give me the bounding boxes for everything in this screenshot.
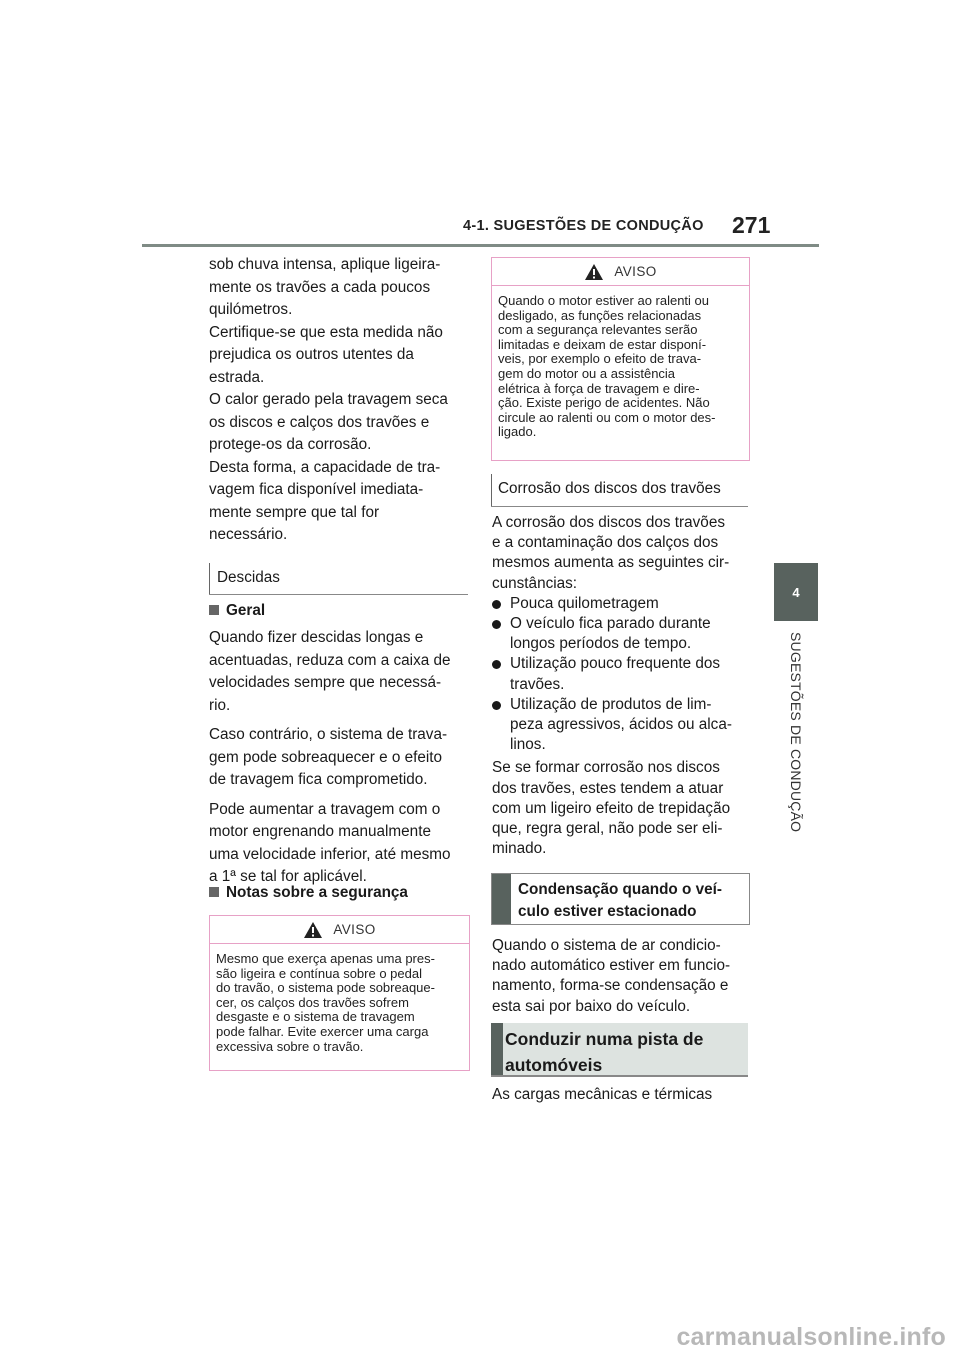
text-line: acentuadas, reduza com a caixa de <box>209 651 451 669</box>
warning-triangle-icon <box>303 921 323 939</box>
text-line: As cargas mecânicas e térmicas <box>492 1086 713 1103</box>
heading-geral-text: Geral <box>226 602 266 619</box>
square-marker-icon <box>209 887 219 897</box>
list-item-text: Utilização de produtos de lim- <box>510 695 712 713</box>
text-line: motor engrenando manualmente <box>209 823 431 840</box>
warning-line: desligado, as funções relacionadas <box>498 307 702 323</box>
heading-line: Conduzir numa pista de <box>505 1029 704 1049</box>
left-intro <box>209 254 471 547</box>
heading-geral <box>209 602 265 620</box>
subhead-underline <box>209 594 468 595</box>
section-title: 4-1. SUGESTÕES DE CONDUÇÃO <box>463 218 704 234</box>
text-line: que, regra geral, não pode ser eli- <box>492 820 723 838</box>
list-item-text: peza agressivos, ácidos ou alca- <box>510 716 732 734</box>
warning-line: gem do motor ou a assistência <box>498 365 676 381</box>
header-rule <box>142 244 819 247</box>
chapter-side-label <box>758 632 834 852</box>
condensation-paragraph <box>492 936 754 1017</box>
text-line: nado automático estiver em funcio- <box>492 957 731 975</box>
heading-notas-text: Notas sobre a segurança <box>226 884 408 901</box>
text-line: O calor gerado pela travagem seca <box>209 391 448 408</box>
heading-line: culo estiver estacionado <box>518 903 697 920</box>
chapter-side-label-text: SUGESTÕES DE CONDUÇÃO <box>788 632 804 833</box>
list-item <box>492 594 754 614</box>
warning-line: excessiva sobre o travão. <box>216 1038 364 1054</box>
warning-header <box>492 258 749 286</box>
heading-line: Condensação quando o veí- <box>518 881 722 898</box>
text-line: a 1ª se tal for aplicável. <box>209 868 367 885</box>
heading-condensacao-text <box>518 879 722 923</box>
text-line: de travagem fica comprometido. <box>209 771 428 788</box>
heading-tab <box>491 1023 503 1075</box>
text-line: minado. <box>492 840 547 858</box>
text-line: prejudica os outros utentes da <box>209 346 414 363</box>
heading-line: automóveis <box>505 1055 603 1075</box>
warning-line: pode falhar. Evite exercer uma carga <box>216 1023 429 1039</box>
warning-line: circule ao ralenti ou com o motor des- <box>498 409 716 425</box>
square-marker-icon <box>209 605 219 615</box>
warning-line: Quando o motor estiver ao ralenti ou <box>498 293 710 308</box>
warning-box-engine <box>491 257 750 461</box>
corrosion-bullet-list <box>492 594 754 756</box>
text-line: mente sempre que tal for <box>209 503 380 521</box>
text-line: gem pode sobreaquecer e o efeito <box>209 748 443 766</box>
text-line: quilómetros. <box>209 301 293 318</box>
heading-tab <box>492 874 511 924</box>
warning-line: são ligeira e contínua sobre o pedal <box>216 965 422 981</box>
list-item <box>492 614 754 654</box>
text-line: uma velocidade inferior, até mesmo <box>209 845 451 863</box>
warning-title: AVISO <box>333 922 376 937</box>
warning-line: elétrica à força de travagem e dire- <box>498 380 700 396</box>
corrosion-intro <box>492 513 754 859</box>
heading-notas-seguranca <box>209 884 408 902</box>
list-item-text: O veículo fica parado durante <box>510 615 711 633</box>
list-item-text: linos. <box>510 736 546 754</box>
text-line: Desta forma, a capacidade de tra- <box>209 458 441 476</box>
text-line: protege-os da corrosão. <box>209 436 372 453</box>
heading-pista-text <box>505 1026 703 1078</box>
subhead-descidas <box>209 563 468 595</box>
text-line: namento, forma-se condensação e <box>492 977 729 995</box>
warning-header <box>210 916 469 944</box>
track-paragraph <box>492 1085 754 1105</box>
watermark <box>0 1323 960 1352</box>
warning-body <box>210 944 469 1054</box>
text-line: os discos e calços dos travões e <box>209 413 430 431</box>
text-line: mesmos aumenta as seguintes cir- <box>492 554 730 572</box>
page-number: 271 <box>732 212 771 238</box>
subhead-corrosao <box>491 474 748 507</box>
text-line: Quando fizer descidas longas e <box>209 629 424 646</box>
text-line: e a contaminação dos calços dos <box>492 534 719 552</box>
text-line: com um ligeiro efeito de trepidação <box>492 799 731 817</box>
warning-box-brake <box>209 915 470 1071</box>
subhead-corrosao-text: Corrosão dos discos dos travões <box>498 480 721 497</box>
list-item <box>492 654 754 694</box>
heading-condensacao <box>491 873 750 925</box>
text-line: velocidades sempre que necessá- <box>209 674 442 691</box>
subhead-bar <box>491 474 492 507</box>
subhead-descidas-text: Descidas <box>217 569 280 586</box>
warning-line: ligado. <box>498 424 537 440</box>
warning-body <box>492 286 749 440</box>
subhead-underline <box>491 506 748 507</box>
warning-line: Mesmo que exerça apenas uma pres- <box>216 951 435 966</box>
warning-line: com a segurança relevantes serão <box>498 322 698 338</box>
warning-line: ção. Existe perigo de acidentes. Não <box>498 395 710 411</box>
heading-pista <box>491 1023 748 1077</box>
text-line: rio. <box>209 696 231 714</box>
text-line: Se se formar corrosão nos discos <box>492 759 720 777</box>
text-line: vagem fica disponível imediata- <box>209 481 424 498</box>
list-item-text: longos períodos de tempo. <box>510 635 692 653</box>
chapter-tab[interactable]: 4 <box>774 563 818 621</box>
list-item <box>492 695 754 756</box>
text-line: Certifique-se que esta medida não <box>209 323 443 341</box>
warning-title: AVISO <box>614 264 657 279</box>
text-line: dos travões, estes tendem a atuar <box>492 779 724 797</box>
text-line: Pode aumentar a travagem com o <box>209 800 441 818</box>
list-item-text: Pouca quilometragem <box>510 594 659 612</box>
warning-line: veis, por exemplo o efeito de trava- <box>498 351 702 367</box>
list-item-text: travões. <box>510 675 565 693</box>
warning-line: cer, os calços dos travões sofrem <box>216 994 409 1010</box>
list-item-text: Utilização pouco frequente dos <box>510 655 721 673</box>
text-line: mente os travões a cada poucos <box>209 278 431 296</box>
geral-paragraphs <box>209 627 471 889</box>
text-line: estrada. <box>209 368 265 386</box>
warning-line: desgaste e o sistema de travagem <box>216 1009 415 1025</box>
warning-line: do travão, o sistema pode sobreaque- <box>216 980 435 996</box>
subhead-bar <box>209 563 210 595</box>
text-line: Caso contrário, o sistema de trava- <box>209 726 448 743</box>
text-line: A corrosão dos discos dos travões <box>492 514 725 531</box>
text-line: necessário. <box>209 526 288 543</box>
text-line: esta sai por baixo do veículo. <box>492 997 691 1015</box>
text-line: sob chuva intensa, aplique ligeira- <box>209 256 441 273</box>
text-line: Quando o sistema de ar condicio- <box>492 937 721 954</box>
warning-triangle-icon <box>584 263 604 281</box>
text-line: cunstâncias: <box>492 574 578 592</box>
watermark-text: carmanualsonline.info <box>676 1323 946 1351</box>
warning-line: limitadas e deixam de estar disponí- <box>498 336 707 352</box>
